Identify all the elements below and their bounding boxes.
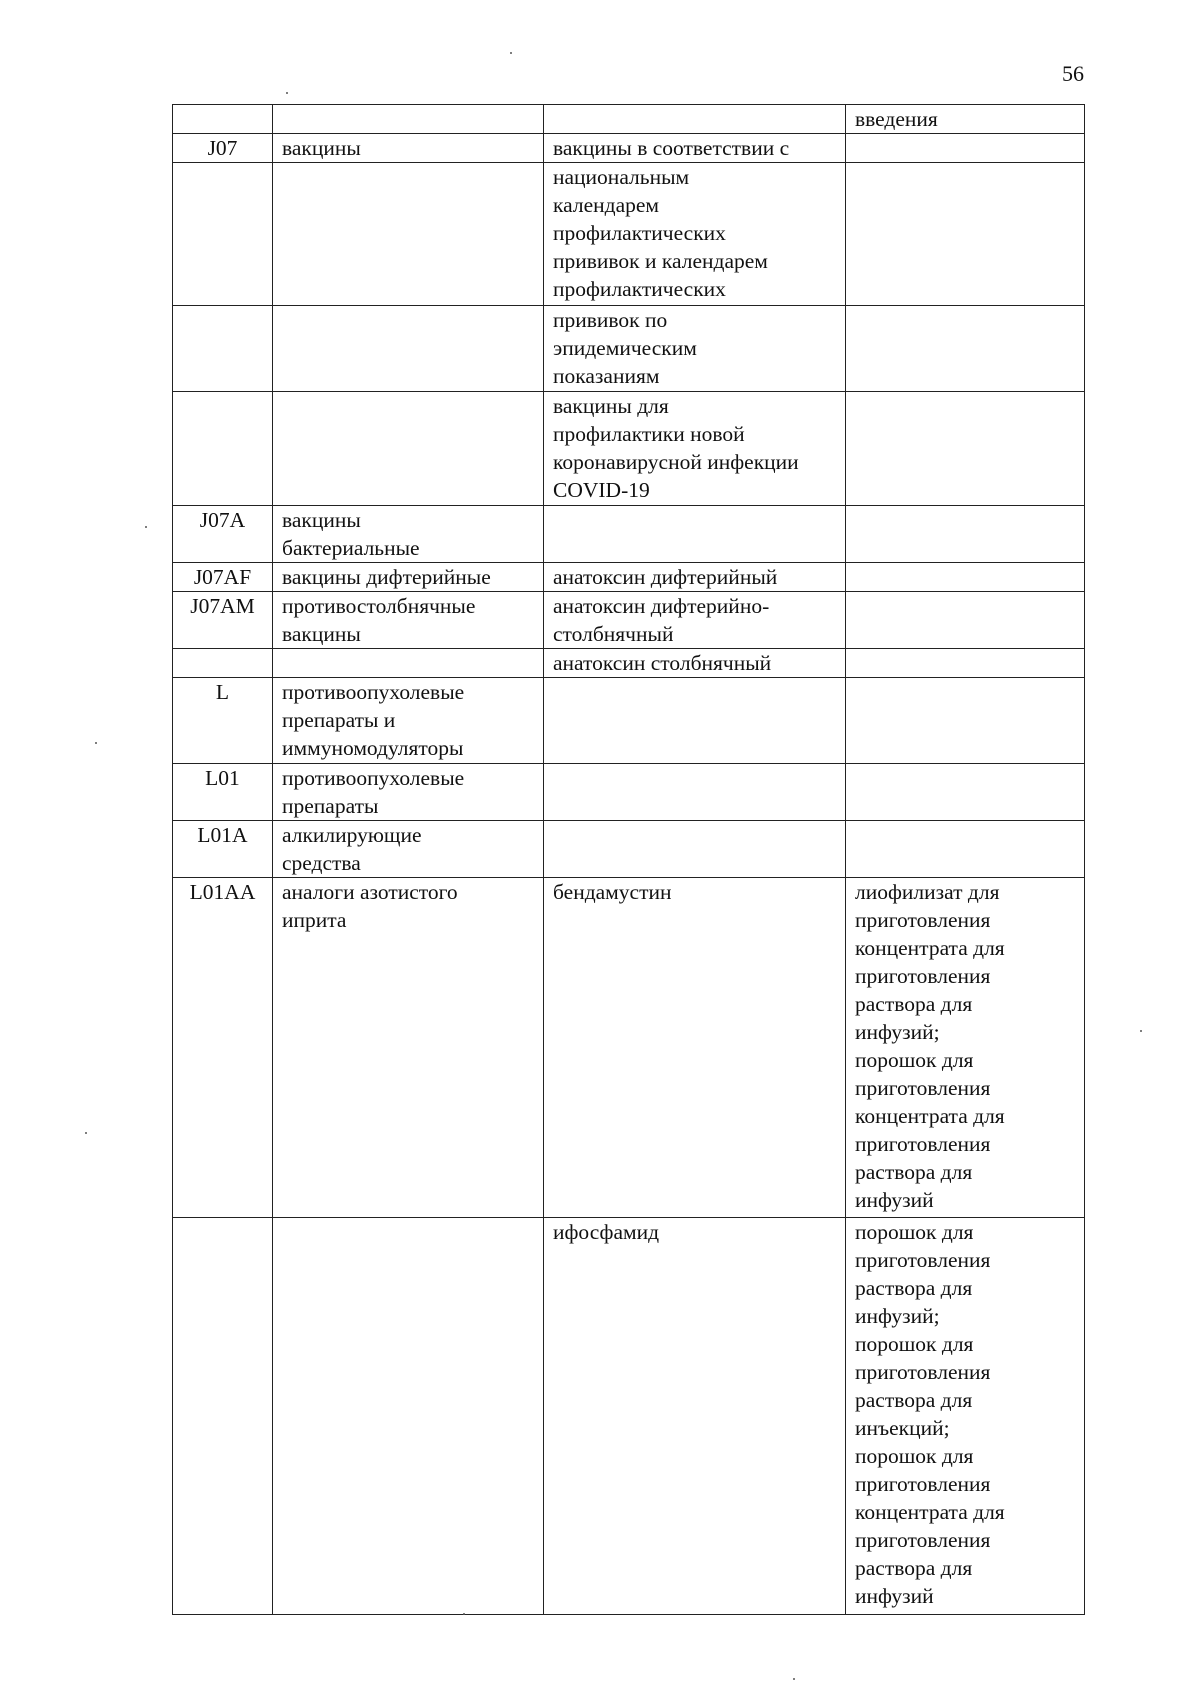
cell-line: противоопухолевые	[282, 680, 465, 704]
name-cell	[273, 306, 544, 392]
cell-line: вакцины в соответствии с	[553, 136, 790, 160]
medicine-table	[172, 104, 1085, 1615]
table-row	[173, 649, 1085, 678]
cell-line: бендамустин	[553, 880, 672, 904]
cell-line: столбнячный	[553, 622, 674, 646]
cell-line: инъекций;	[855, 1416, 950, 1440]
cell-line: раствора для	[855, 1388, 973, 1412]
cell-line: порошок для	[855, 1048, 974, 1072]
drug-cell	[544, 105, 846, 134]
name-cell	[273, 821, 544, 878]
code-cell: J07	[173, 134, 273, 163]
drug-cell	[544, 392, 846, 506]
form-cell	[846, 764, 1085, 821]
scan-speck	[85, 1132, 87, 1134]
cell-line: инфузий	[855, 1584, 934, 1608]
scan-speck	[1140, 1030, 1142, 1032]
code-cell	[173, 392, 273, 506]
scan-speck	[463, 1613, 465, 1615]
cell-line: профилактики новой	[553, 422, 745, 446]
cell-line: лиофилизат для	[855, 880, 1000, 904]
scan-speck	[95, 742, 97, 744]
cell-line: прививок и календарем	[553, 249, 768, 273]
code-cell	[173, 649, 273, 678]
code-cell: J07AM	[173, 592, 273, 649]
cell-line: вакцины дифтерийные	[282, 565, 491, 589]
form-cell	[846, 392, 1085, 506]
cell-line: концентрата для	[855, 1500, 1005, 1524]
drug-cell	[544, 649, 846, 678]
form-cell	[846, 592, 1085, 649]
cell-line: порошок для	[855, 1332, 974, 1356]
cell-line: коронавирусной инфекции	[553, 450, 799, 474]
cell-line: профилактических	[553, 221, 726, 245]
cell-line: препараты и	[282, 708, 396, 732]
cell-line: противостолбнячные	[282, 594, 476, 618]
cell-line: вакцины для	[553, 394, 669, 418]
cell-line: инфузий;	[855, 1304, 940, 1328]
drug-cell	[544, 134, 846, 163]
name-cell	[273, 134, 544, 163]
cell-line: ифосфамид	[553, 1220, 660, 1244]
name-cell	[273, 163, 544, 306]
cell-line: вакцины	[282, 508, 361, 532]
form-cell	[846, 134, 1085, 163]
cell-line: приготовления	[855, 1248, 991, 1272]
cell-line: показаниям	[553, 364, 660, 388]
cell-line: порошок для	[855, 1220, 974, 1244]
cell-line: приготовления	[855, 964, 991, 988]
name-cell	[273, 1218, 544, 1615]
table-row	[173, 392, 1085, 506]
cell-line: аналоги азотистого	[282, 880, 458, 904]
drug-cell	[544, 306, 846, 392]
cell-line: национальным	[553, 165, 690, 189]
cell-line: бактериальные	[282, 536, 420, 560]
drug-cell	[544, 592, 846, 649]
table-row	[173, 163, 1085, 306]
table-row	[173, 1218, 1085, 1615]
table-row	[173, 678, 1085, 764]
scan-speck	[510, 52, 512, 54]
cell-line: приготовления	[855, 1076, 991, 1100]
code-cell: J07A	[173, 506, 273, 563]
name-cell	[273, 506, 544, 563]
form-cell	[846, 563, 1085, 592]
scan-speck	[793, 1678, 795, 1680]
cell-line: инфузий	[855, 1188, 934, 1212]
table-row	[173, 563, 1085, 592]
cell-line: концентрата для	[855, 1104, 1005, 1128]
page-number: 56	[1062, 61, 1084, 86]
table-row	[173, 878, 1085, 1218]
cell-line: раствора для	[855, 1556, 973, 1580]
cell-line: приготовления	[855, 1132, 991, 1156]
scan-speck	[286, 92, 288, 94]
form-cell	[846, 306, 1085, 392]
cell-line: раствора для	[855, 992, 973, 1016]
code-cell: L01AA	[173, 878, 273, 1218]
cell-line: вакцины	[282, 136, 361, 160]
table-row	[173, 105, 1085, 134]
form-cell	[846, 649, 1085, 678]
name-cell	[273, 678, 544, 764]
cell-line: препараты	[282, 794, 379, 818]
form-cell	[846, 678, 1085, 764]
drug-cell	[544, 506, 846, 563]
cell-line: профилактических	[553, 277, 726, 301]
cell-line: концентрата для	[855, 936, 1005, 960]
scan-speck	[145, 526, 147, 528]
name-cell	[273, 764, 544, 821]
name-cell	[273, 649, 544, 678]
cell-line: прививок по	[553, 308, 668, 332]
cell-line: алкилирующие	[282, 823, 422, 847]
table-row	[173, 764, 1085, 821]
table-row	[173, 592, 1085, 649]
name-cell	[273, 878, 544, 1218]
form-cell	[846, 163, 1085, 306]
cell-line: иприта	[282, 908, 347, 932]
form-cell	[846, 821, 1085, 878]
name-cell	[273, 592, 544, 649]
cell-line: приготовления	[855, 1360, 991, 1384]
name-cell	[273, 563, 544, 592]
cell-line: анатоксин столбнячный	[553, 651, 772, 675]
cell-line: противоопухолевые	[282, 766, 465, 790]
code-cell: J07AF	[173, 563, 273, 592]
cell-line: календарем	[553, 193, 660, 217]
drug-cell	[544, 821, 846, 878]
name-cell	[273, 105, 544, 134]
drug-cell	[544, 678, 846, 764]
cell-line: средства	[282, 851, 361, 875]
cell-line: приготовления	[855, 1472, 991, 1496]
table-row	[173, 821, 1085, 878]
form-cell	[846, 506, 1085, 563]
table-body	[173, 105, 1085, 1615]
table-row	[173, 134, 1085, 163]
drug-cell	[544, 163, 846, 306]
drug-cell	[544, 764, 846, 821]
code-cell: L01A	[173, 821, 273, 878]
cell-line: раствора для	[855, 1276, 973, 1300]
drug-cell	[544, 878, 846, 1218]
code-cell	[173, 306, 273, 392]
table-row	[173, 506, 1085, 563]
cell-line: анатоксин дифтерийно-	[553, 594, 770, 618]
name-cell	[273, 392, 544, 506]
cell-line: порошок для	[855, 1444, 974, 1468]
form-cell	[846, 1218, 1085, 1615]
form-cell	[846, 878, 1085, 1218]
table-row	[173, 306, 1085, 392]
cell-line: анатоксин дифтерийный	[553, 565, 778, 589]
cell-line: приготовления	[855, 908, 991, 932]
code-cell	[173, 163, 273, 306]
code-cell: L	[173, 678, 273, 764]
cell-line: инфузий;	[855, 1020, 940, 1044]
cell-line: иммуномодуляторы	[282, 736, 464, 760]
cell-line: введения	[855, 107, 938, 131]
cell-line: эпидемическим	[553, 336, 697, 360]
code-cell	[173, 1218, 273, 1615]
cell-line: раствора для	[855, 1160, 973, 1184]
code-cell	[173, 105, 273, 134]
cell-line: COVID-19	[553, 478, 650, 502]
code-cell: L01	[173, 764, 273, 821]
form-cell	[846, 105, 1085, 134]
cell-line: приготовления	[855, 1528, 991, 1552]
cell-line: вакцины	[282, 622, 361, 646]
drug-cell	[544, 1218, 846, 1615]
drug-cell	[544, 563, 846, 592]
